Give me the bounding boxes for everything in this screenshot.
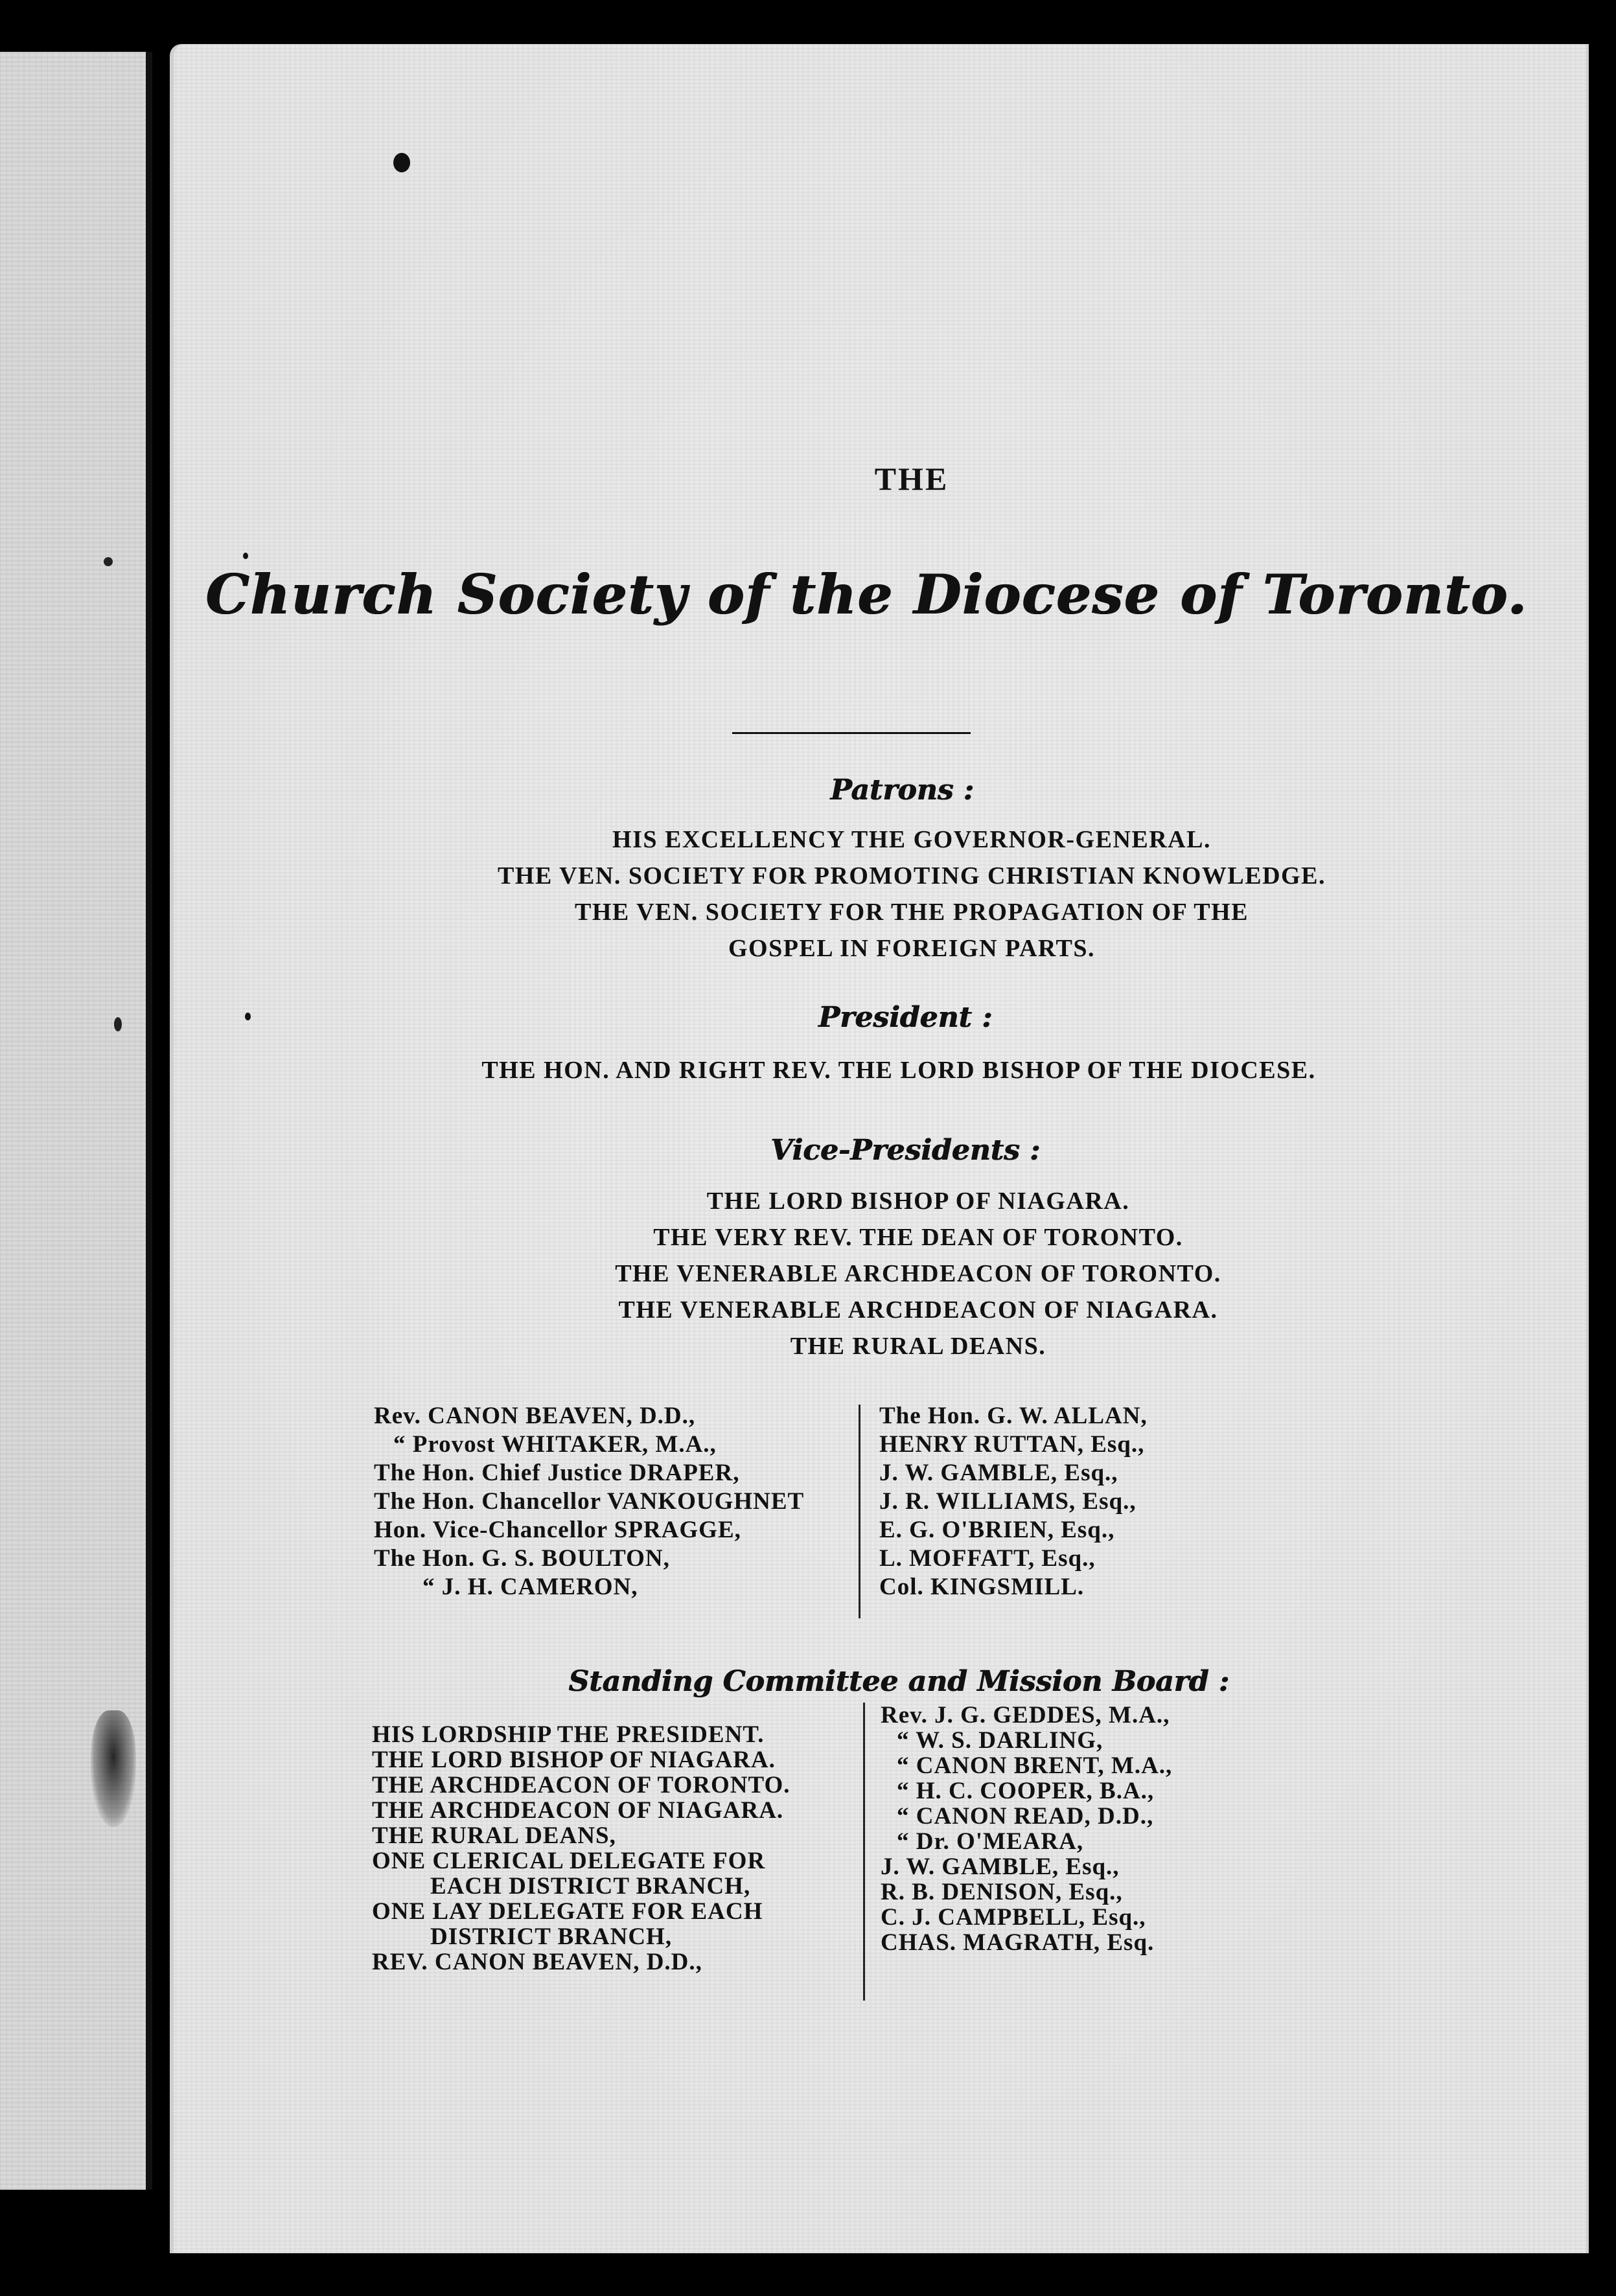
member-line: “ H. C. COOPER, B.A., [897, 1778, 1155, 1804]
vice-president-line: THE VERY REV. THE DEAN OF TORONTO. [653, 1224, 1183, 1251]
vice-presidents-right-column [879, 1402, 1148, 1601]
vice-president-line: THE VENERABLE ARCHDEACON OF TORONTO. [615, 1260, 1221, 1287]
facing-page-edge [0, 52, 152, 2190]
member-line: C. J. CAMPBELL, Esq., [881, 1904, 1146, 1931]
patron-line: THE VEN. SOCIETY FOR THE PROPAGATION OF THE [575, 899, 1249, 926]
member-line: CHAS. MAGRATH, Esq. [881, 1929, 1155, 1956]
patrons-title: Patrons : [830, 774, 974, 807]
ink-dot [393, 153, 410, 172]
member-line: DISTRICT BRANCH, [430, 1923, 673, 1950]
ink-spot [104, 557, 113, 566]
vice-presidents-title: Vice-Presidents : [770, 1134, 1041, 1167]
member-line: ONE LAY DELEGATE FOR EACH [372, 1898, 763, 1925]
member-line: “ CANON BRENT, M.A., [897, 1752, 1173, 1779]
member-line: “ J. H. CAMERON, [422, 1574, 638, 1600]
president-line: THE HON. AND RIGHT REV. THE LORD BISHOP OF THE DIOCESE. [481, 1057, 1316, 1084]
member-line: Col. KINGSMILL. [879, 1574, 1085, 1600]
president-title: President : [818, 1001, 993, 1034]
member-line: ONE CLERICAL DELEGATE FOR [372, 1848, 766, 1874]
patron-line: HIS EXCELLENCY THE GOVERNOR-GENERAL. [612, 826, 1211, 853]
member-line: Rev. CANON BEAVEN, D.D., [374, 1403, 696, 1429]
member-line: HENRY RUTTAN, Esq., [879, 1431, 1145, 1458]
title-rule [732, 732, 971, 734]
member-line: REV. CANON BEAVEN, D.D., [372, 1949, 702, 1975]
page-title: Church Society of the Diocese of Toronto. [205, 562, 1528, 626]
vice-president-line: THE VENERABLE ARCHDEACON OF NIAGARA. [618, 1296, 1218, 1324]
ink-smudge [91, 1710, 136, 1827]
ink-dot [243, 553, 248, 559]
member-line: THE ARCHDEACON OF NIAGARA. [372, 1797, 784, 1824]
member-line: J. W. GAMBLE, Esq., [879, 1460, 1118, 1486]
document-page [170, 44, 1589, 2253]
member-line: The Hon. G. S. BOULTON, [374, 1545, 670, 1572]
member-line: E. G. O'BRIEN, Esq., [879, 1517, 1115, 1543]
vice-president-line: THE RURAL DEANS. [790, 1333, 1046, 1360]
member-line: The Hon. Chief Justice DRAPER, [374, 1460, 740, 1486]
member-line: J. W. GAMBLE, Esq., [881, 1854, 1120, 1880]
member-line: The Hon. G. W. ALLAN, [879, 1403, 1148, 1429]
member-line: R. B. DENISON, Esq., [881, 1879, 1123, 1905]
vice-presidents-left-column [374, 1402, 804, 1601]
member-line: Rev. J. G. GEDDES, M.A., [881, 1702, 1170, 1728]
member-line: THE LORD BISHOP OF NIAGARA. [372, 1747, 776, 1773]
ink-spot [114, 1017, 122, 1031]
patrons-list [202, 821, 1616, 967]
member-line: THE ARCHDEACON OF TORONTO. [372, 1772, 791, 1798]
standing-committee-right-column [881, 1703, 1172, 1955]
member-line: “ Provost WHITAKER, M.A., [393, 1431, 717, 1458]
column-divider [859, 1405, 860, 1618]
member-line: The Hon. Chancellor VANKOUGHNET [374, 1488, 805, 1515]
member-line: Hon. Vice-Chancellor SPRAGGE, [374, 1517, 741, 1543]
page-heading: THE [874, 461, 949, 497]
scan-border [170, 2253, 1589, 2296]
member-line: EACH DISTRICT BRANCH, [430, 1873, 751, 1900]
patron-line: THE VEN. SOCIETY FOR PROMOTING CHRISTIAN KNOWLEDGE. [498, 862, 1326, 890]
member-line: “ Dr. O'MEARA, [897, 1828, 1084, 1855]
member-line: “ W. S. DARLING, [897, 1727, 1103, 1754]
member-line: HIS LORDSHIP THE PRESIDENT. [372, 1721, 765, 1748]
member-line: J. R. WILLIAMS, Esq., [879, 1488, 1137, 1515]
standing-committee-left-column [372, 1722, 791, 1975]
column-divider [863, 1703, 865, 2001]
member-line: THE RURAL DEANS, [372, 1822, 616, 1849]
vice-president-line: THE LORD BISHOP OF NIAGARA. [706, 1188, 1130, 1215]
vice-presidents-list [209, 1183, 1616, 1364]
standing-committee-title: Standing Committee and Mission Board : [568, 1665, 1229, 1698]
patron-line: GOSPEL IN FOREIGN PARTS. [728, 935, 1096, 962]
member-line: L. MOFFATT, Esq., [879, 1545, 1096, 1572]
member-line: “ CANON READ, D.D., [897, 1803, 1154, 1830]
